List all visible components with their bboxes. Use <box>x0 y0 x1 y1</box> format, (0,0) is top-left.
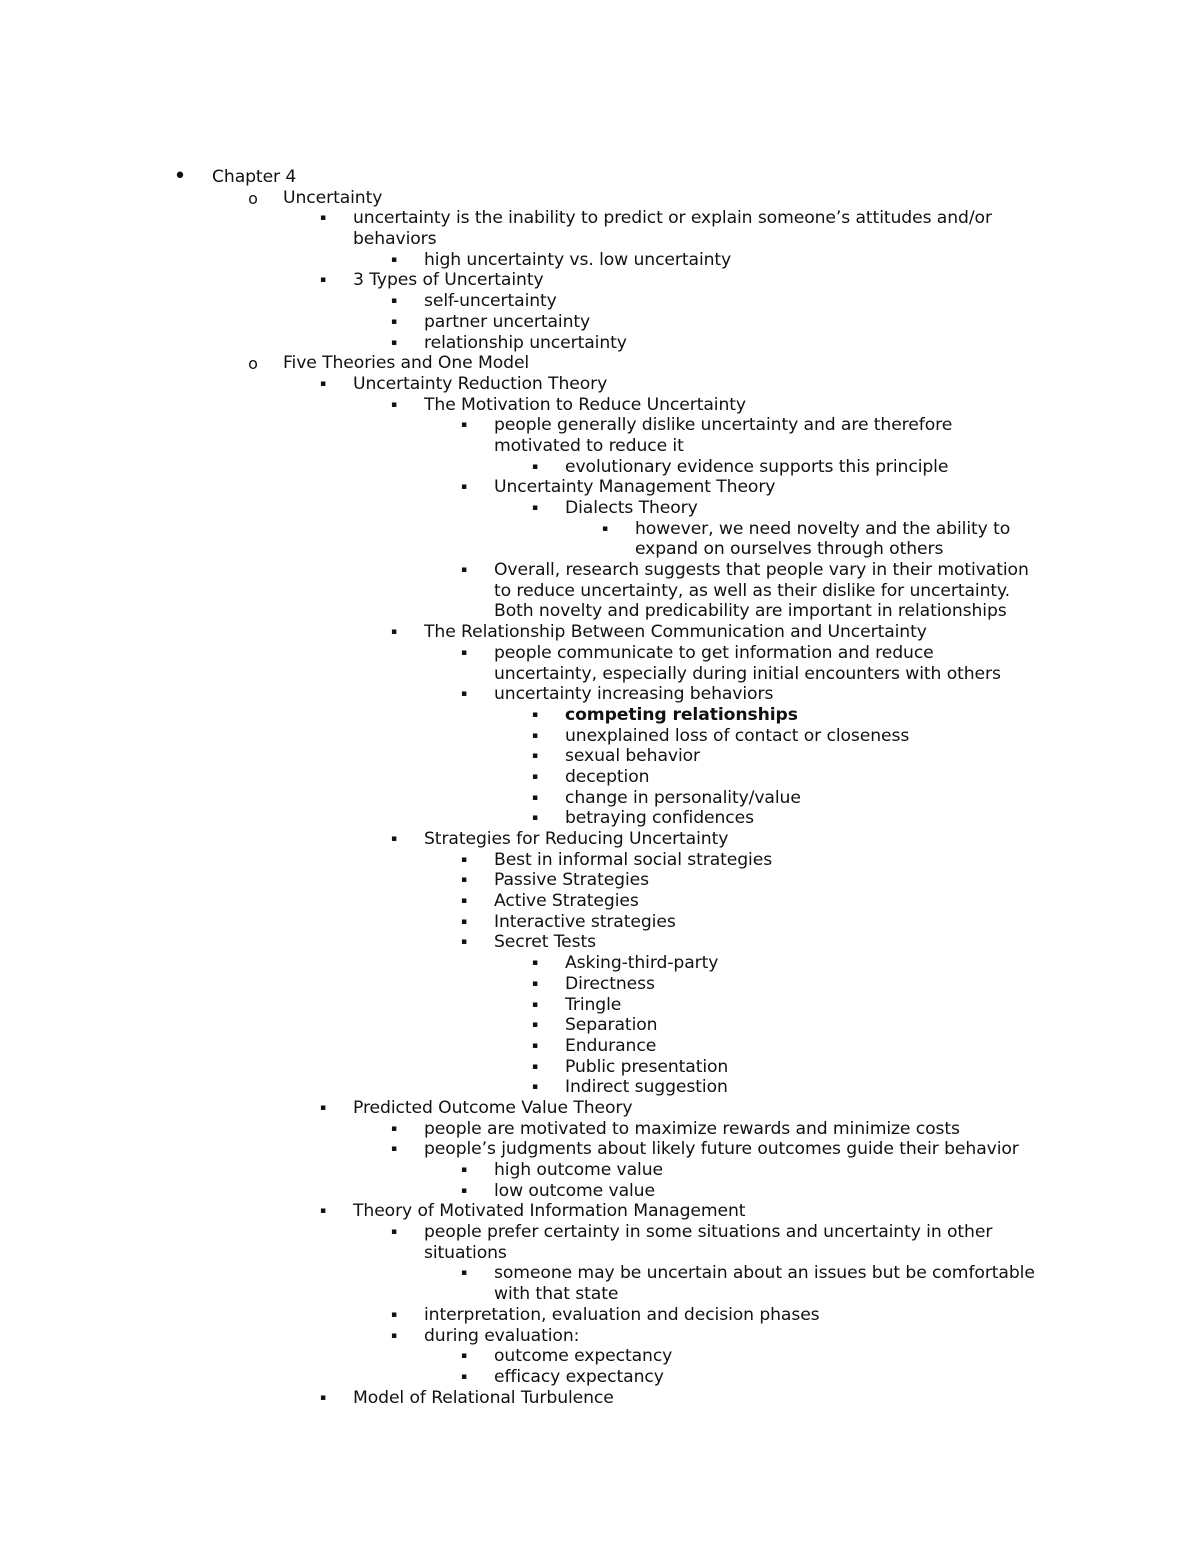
square-bullet-icon: ▪ <box>532 1040 538 1051</box>
outline-item-text: high outcome value <box>494 1160 663 1180</box>
outline-item-text: Indirect suggestion <box>565 1077 728 1098</box>
square-bullet-icon: ▪ <box>391 1309 397 1320</box>
outline-item-text: The Relationship Between Communication and Uncertainty <box>424 622 927 643</box>
square-bullet-icon: ▪ <box>532 958 538 969</box>
square-bullet-icon: ▪ <box>461 1268 467 1279</box>
outline-item-text: Dialects Theory <box>565 498 698 518</box>
square-bullet-icon: ▪ <box>461 854 467 865</box>
outline-item-text: unexplained loss of contact or closeness <box>565 725 910 746</box>
square-bullet-icon: ▪ <box>391 1123 397 1134</box>
square-bullet-icon: ▪ <box>532 503 538 513</box>
bullet-icon: • <box>173 164 187 189</box>
outline-item-text: Secret Tests <box>494 932 596 953</box>
outline-item <box>0 519 1200 540</box>
outline-item <box>0 622 1200 643</box>
outline-item-text: deception <box>565 766 650 787</box>
square-bullet-icon: ▪ <box>391 1330 397 1341</box>
outline-item-text: Endurance <box>565 1035 657 1056</box>
outline-item-text: uncertainty increasing behaviors <box>494 684 774 705</box>
square-bullet-icon: ▪ <box>461 875 467 886</box>
outline-item <box>0 788 1200 809</box>
square-bullet-icon: ▪ <box>532 978 538 989</box>
outline-item <box>0 1036 1200 1057</box>
outline-item <box>0 395 1200 416</box>
outline-item <box>0 353 1200 374</box>
outline-item-text: evolutionary evidence supports this principle <box>565 456 949 477</box>
outline-item <box>0 870 1200 891</box>
outline-item-text: Theory of Motivated Information Management <box>353 1201 746 1222</box>
outline-item <box>0 312 1200 333</box>
outline-item-text: interpretation, evaluation and decision phases <box>424 1304 820 1325</box>
outline-item <box>0 1057 1200 1078</box>
outline-item-text: Model of Relational Turbulence <box>353 1387 614 1408</box>
square-bullet-icon: ▪ <box>391 399 397 410</box>
outline-item <box>0 1263 1200 1284</box>
outline-item-text: people’s judgments about likely future outcomes guide their behavior <box>424 1139 1019 1160</box>
outline-item-text: Overall, research suggests that people vary in their motivation <box>494 560 1029 581</box>
square-bullet-icon: ▪ <box>320 213 326 224</box>
outline-item <box>0 726 1200 747</box>
square-bullet-icon: ▪ <box>461 647 467 658</box>
outline-item-text: with that state <box>494 1284 619 1305</box>
outline-item-text: however, we need novelty and the ability to <box>635 518 1011 539</box>
outline-item-continuation <box>0 1243 1200 1264</box>
outline-item <box>0 498 1200 519</box>
outline-item-text: partner uncertainty <box>424 311 591 332</box>
square-bullet-icon: ▪ <box>461 1165 467 1175</box>
outline-item-text: change in personality/value <box>565 787 801 808</box>
outline-item <box>0 164 1200 189</box>
outline-item-text: Directness <box>565 973 655 994</box>
outline-item-text: Uncertainty Reduction Theory <box>353 373 608 394</box>
outline-item-continuation <box>0 581 1200 602</box>
outline-item <box>0 684 1200 705</box>
outline-item <box>0 1388 1200 1409</box>
square-bullet-icon: ▪ <box>320 1206 326 1217</box>
outline-item-text: Both novelty and predicability are important in relationships <box>494 601 1007 622</box>
outline-item <box>0 1077 1200 1098</box>
outline-item <box>0 1346 1200 1367</box>
square-bullet-icon: ▪ <box>391 316 397 327</box>
outline-item <box>0 891 1200 912</box>
square-bullet-icon: ▪ <box>461 1371 467 1382</box>
square-bullet-icon: ▪ <box>461 1185 467 1196</box>
square-bullet-icon: ▪ <box>320 378 326 389</box>
square-bullet-icon: ▪ <box>532 730 538 741</box>
square-bullet-icon: ▪ <box>320 275 326 286</box>
square-bullet-icon: ▪ <box>461 937 467 948</box>
outline-item <box>0 560 1200 581</box>
outline-item-text: Active Strategies <box>494 891 639 912</box>
outline-item <box>0 1160 1200 1181</box>
square-bullet-icon: ▪ <box>602 523 608 534</box>
outline-item-continuation <box>0 664 1200 685</box>
outline-item <box>0 1326 1200 1347</box>
outline-item-text: Five Theories and One Model <box>283 353 530 374</box>
outline-item <box>0 1367 1200 1388</box>
outline-item <box>0 415 1200 436</box>
outline-item <box>0 333 1200 354</box>
outline-item <box>0 746 1200 767</box>
outline-item-text: Uncertainty Management Theory <box>494 477 776 498</box>
outline-item <box>0 932 1200 953</box>
outline-item <box>0 808 1200 829</box>
outline-item <box>0 1015 1200 1036</box>
outline-item <box>0 1222 1200 1243</box>
square-bullet-icon: ▪ <box>391 1227 397 1238</box>
outline-item <box>0 250 1200 271</box>
square-bullet-icon: ▪ <box>532 792 538 803</box>
square-bullet-icon: ▪ <box>461 482 467 493</box>
outline-item-text: motivated to reduce it <box>494 435 684 456</box>
outline-item-text: uncertainty is the inability to predict or explain someone’s attitudes and/or <box>353 208 992 229</box>
outline-item-text: Interactive strategies <box>494 911 676 932</box>
outline-item-text: relationship uncertainty <box>424 332 627 353</box>
square-bullet-icon: ▪ <box>461 896 467 907</box>
outline-item-text: Strategies for Reducing Uncertainty <box>424 829 729 849</box>
square-bullet-icon: ▪ <box>391 1144 397 1155</box>
square-bullet-icon: ▪ <box>532 813 538 824</box>
outline-item-text: sexual behavior <box>565 746 701 767</box>
square-bullet-icon: ▪ <box>391 296 397 307</box>
outline-item <box>0 270 1200 291</box>
outline-item <box>0 705 1200 726</box>
outline-item <box>0 912 1200 933</box>
square-bullet-icon: ▪ <box>391 254 397 265</box>
square-bullet-icon: ▪ <box>320 1392 326 1403</box>
outline-item-text: Tringle <box>565 994 622 1015</box>
outline-item-text: uncertainty, especially during initial encounters with others <box>494 663 1001 684</box>
outline-item-text: The Motivation to Reduce Uncertainty <box>424 394 746 415</box>
outline-item-text: outcome expectancy <box>494 1346 673 1367</box>
outline-item-text: situations <box>424 1242 507 1263</box>
square-bullet-icon: ▪ <box>461 565 467 576</box>
outline-item-continuation <box>0 229 1200 250</box>
outline-item <box>0 1119 1200 1140</box>
square-bullet-icon: ▪ <box>532 999 538 1010</box>
outline-item-text: to reduce uncertainty, as well as their dislike for uncertainty. <box>494 580 1010 601</box>
square-bullet-icon: ▪ <box>532 1061 538 1072</box>
outline-item <box>0 457 1200 478</box>
outline-item-text: during evaluation: <box>424 1325 580 1346</box>
outline-item-text: Passive Strategies <box>494 870 649 891</box>
square-bullet-icon: ▪ <box>532 1082 538 1093</box>
outline-item <box>0 477 1200 498</box>
outline-item-text: Uncertainty <box>283 187 383 208</box>
outline-item-text: efficacy expectancy <box>494 1366 664 1387</box>
outline-item-continuation <box>0 601 1200 622</box>
outline-item-text: self-uncertainty <box>424 291 557 312</box>
outline-item-text: Public presentation <box>565 1056 729 1077</box>
outline-item-text: high uncertainty vs. low uncertainty <box>424 249 732 270</box>
outline-item-text: competing relationships <box>565 704 798 725</box>
square-bullet-icon: ▪ <box>532 709 538 720</box>
outline-item-text: expand on ourselves through others <box>635 539 944 560</box>
outline-item <box>0 643 1200 664</box>
outline-item <box>0 767 1200 788</box>
outline-item <box>0 829 1200 850</box>
outline-item-text: behaviors <box>353 229 437 250</box>
square-bullet-icon: ▪ <box>320 1102 326 1113</box>
square-bullet-icon: ▪ <box>461 916 467 927</box>
outline-item-continuation <box>0 539 1200 560</box>
square-bullet-icon: ▪ <box>532 461 538 472</box>
outline-item <box>0 974 1200 995</box>
outline-item <box>0 1305 1200 1326</box>
document-outline <box>0 164 1200 1408</box>
square-bullet-icon: ▪ <box>532 751 538 762</box>
outline-item-text: Asking-third-party <box>565 953 719 974</box>
square-bullet-icon: ▪ <box>391 627 397 638</box>
outline-item <box>0 953 1200 974</box>
square-bullet-icon: ▪ <box>461 689 467 700</box>
outline-item-text: Separation <box>565 1015 658 1036</box>
outline-item <box>0 374 1200 395</box>
square-bullet-icon: ▪ <box>391 337 397 348</box>
outline-item <box>0 1139 1200 1160</box>
square-bullet-icon: ▪ <box>391 834 397 844</box>
outline-item <box>0 1181 1200 1202</box>
outline-item-text: someone may be uncertain about an issues but be comfortable <box>494 1263 1035 1284</box>
outline-item-continuation <box>0 1284 1200 1305</box>
circle-bullet-icon: o <box>248 188 258 208</box>
outline-item-continuation <box>0 436 1200 457</box>
outline-item <box>0 188 1200 209</box>
outline-item-text: betraying confidences <box>565 808 754 829</box>
square-bullet-icon: ▪ <box>532 771 538 782</box>
outline-item-text: Chapter 4 <box>212 167 297 187</box>
outline-item <box>0 208 1200 229</box>
outline-item <box>0 291 1200 312</box>
circle-bullet-icon: o <box>248 354 258 374</box>
outline-item <box>0 1098 1200 1119</box>
outline-item <box>0 1201 1200 1222</box>
outline-item <box>0 850 1200 871</box>
square-bullet-icon: ▪ <box>532 1020 538 1031</box>
outline-item-text: people generally dislike uncertainty and are therefore <box>494 415 953 436</box>
outline-item-text: low outcome value <box>494 1180 655 1201</box>
outline-item <box>0 995 1200 1016</box>
square-bullet-icon: ▪ <box>461 1351 467 1362</box>
square-bullet-icon: ▪ <box>461 420 467 431</box>
outline-item-text: Predicted Outcome Value Theory <box>353 1097 633 1118</box>
outline-item-text: Best in informal social strategies <box>494 849 773 870</box>
outline-item-text: people are motivated to maximize rewards and minimize costs <box>424 1118 960 1139</box>
outline-item-text: 3 Types of Uncertainty <box>353 270 544 291</box>
outline-item-text: people prefer certainty in some situations and uncertainty in other <box>424 1222 993 1243</box>
outline-item-text: people communicate to get information and reduce <box>494 642 934 663</box>
